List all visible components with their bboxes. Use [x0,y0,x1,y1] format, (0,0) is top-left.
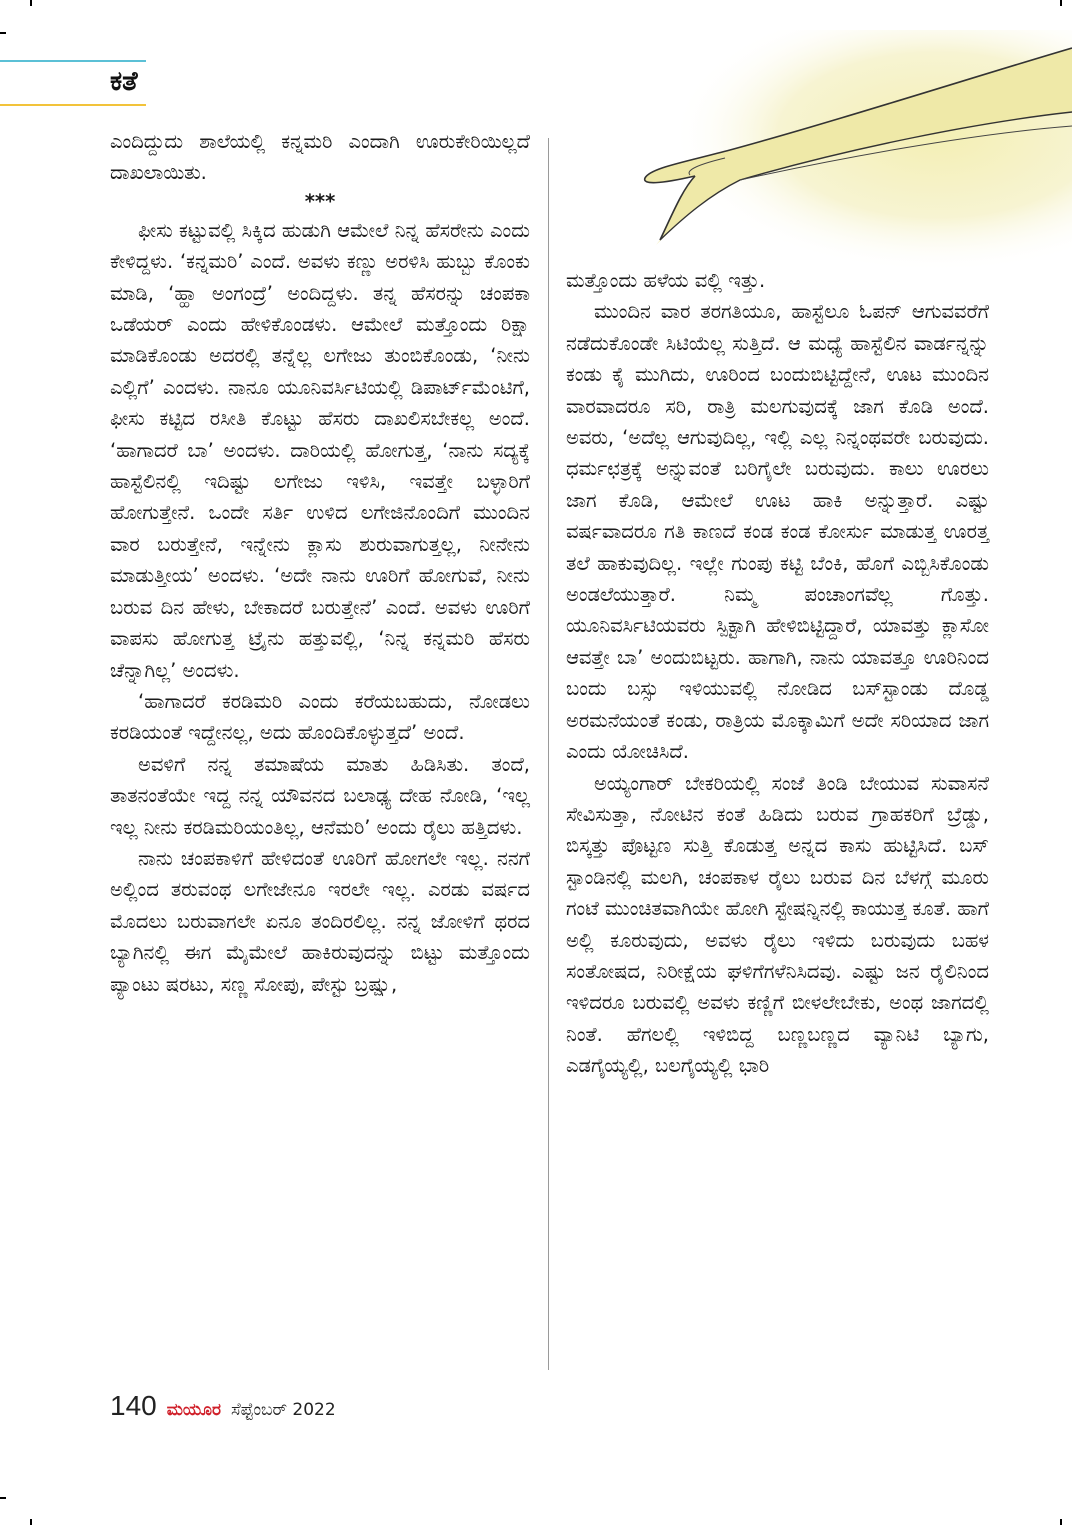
issue-date: ಸೆಪ್ಟೆಂಬರ್ 2022 [230,1400,336,1420]
crop-mark [1060,0,1062,6]
section-label: ಕತೆ [110,66,138,97]
crop-mark [0,1497,6,1499]
paragraph: ಅವಳಿಗೆ ನನ್ನ ತಮಾಷೆಯ ಮಾತು ಹಿಡಿಸಿತು. ತಂದೆ, ತಾತನಂತೆಯೇ ಇದ್ದ ನನ್ನ ಯೌವನದ ಬಲಾಢ್ಯ ದೇಹ ನೋಡಿ, ‘ಇಲ್ಲ ಇಲ್ಲ ನೀನು ಕರಡಿಮರಿಯಂತಿಲ್ಲ, ಆನೆಮರಿ’ ಅಂದು ರೈಲು ಹತ್ತಿದಳು. [110,752,530,839]
section-rule-bottom [0,104,146,106]
page-footer [110,1390,336,1430]
crop-mark [0,32,6,34]
column-divider [548,138,549,1370]
paragraph: ನಾನು ಚಂಪಕಾಳಿಗೆ ಹೇಳಿದಂತೆ ಊರಿಗೆ ಹೋಗಲೇ ಇಲ್ಲ. ನನಗೆ ಅಲ್ಲಿಂದ ತರುವಂಥ ಲಗೇಜೇನೂ ಇರಲೇ ಇಲ್ಲ. ಎರಡು ವರ್ಷದ ಮೊದಲು ಬರುವಾಗಲೇ ಏನೂ ತಂದಿರಲಿಲ್ಲ. ನನ್ನ ಜೋಳಿಗೆ ಥರದ ಬ್ಯಾಗಿನಲ್ಲಿ ಈಗ ಮೈಮೇಲೆ ಹಾಕಿರುವುದನ್ನು ಬಿಟ್ಟು ಮತ್ತೊಂದು ಪ್ಯಾಂಟು ಷರಟು, ಸಣ್ಣ ಸೋಪು, ಪೇಸ್ಟು ಬ್ರಷ್ಷು, [110,846,530,996]
paragraph: ಫೀಸು ಕಟ್ಟುವಲ್ಲಿ ಸಿಕ್ಕಿದ ಹುಡುಗಿ ಆಮೇಲೆ ನಿನ್ನ ಹೆಸರೇನು ಎಂದು ಕೇಳಿದ್ದಳು. ‘ಕನ್ನಮರಿ’ ಎಂದೆ. ಅವಳು ಕಣ್ಣು ಅರಳಿಸಿ ಹುಬ್ಬು ಕೊಂಕು ಮಾಡಿ, ‘ಹ್ಹಾ ಅಂಗಂದ್ರೆ’ ಅಂದಿದ್ದಳು. ತನ್ನ ಹೆಸರನ್ನು ಚಂಪಕಾ ಒಡೆಯರ್ ಎಂದು ಹೇಳಿಕೊಂಡಳು. ಆಮೇಲೆ ಮತ್ತೊಂದು ರಿಕ್ಷಾ ಮಾಡಿಕೊಂಡು ಅದರಲ್ಲಿ ತನ್ನೆಲ್ಲ ಲಗೇಜು ತುಂಬಿಕೊಂಡು, ‘ನೀನು ಎಲ್ಲಿಗೆ’ ಎಂದಳು. ನಾನೂ ಯೂನಿವರ್ಸಿಟಿಯಲ್ಲಿ ಡಿಪಾರ್ಟ್‌ಮೆಂಟಿಗೆ, ಫೀಸು ಕಟ್ಟಿದ ರಸೀತಿ ಕೊಟ್ಟು ಹೆಸರು ದಾಖಲಿಸಬೇಕಲ್ಲ ಅಂದೆ. ‘ಹಾಗಾದರೆ ಬಾ’ ಅಂದಳು. ದಾರಿಯಲ್ಲಿ ಹೋಗುತ್ತ, ‘ನಾನು ಸದ್ಯಕ್ಕೆ ಹಾಸ್ಟೆಲಿನಲ್ಲಿ ಇದಿಷ್ಟು ಲಗೇಜು ಇಳಿಸಿ, ಇವತ್ತೇ ಬಳ್ಳಾರಿಗೆ ಹೋಗುತ್ತೇನೆ. ಒಂದೇ ಸರ್ತಿ ಉಳಿದ ಲಗೇಜಿನೊಂದಿಗೆ ಮುಂದಿನ ವಾರ ಬರುತ್ತೇನೆ, ಇನ್ನೇನು ಕ್ಲಾಸು ಶುರುವಾಗುತ್ತಲ್ಲ, ನೀನೇನು ಮಾಡುತ್ತೀಯ’ ಅಂದಳು. ‘ಅದೇ ನಾನು ಊರಿಗೆ ಹೋಗುವೆ, ನೀನು ಬರುವ ದಿನ ಹೇಳು, ಬೇಕಾದರೆ ಬರುತ್ತೇನೆ’ ಎಂದೆ. ಅವಳು ಊರಿಗೆ ವಾಪಸು ಹೋಗುತ್ತ ಟ್ರೈನು ಹತ್ತುವಲ್ಲಿ, ‘ನಿನ್ನ ಕನ್ನಮರಿ ಹೆಸರು ಚೆನ್ನಾಗಿಲ್ಲ’ ಅಂದಳು. [110,218,530,682]
paragraph: ಮುಂದಿನ ವಾರ ತರಗತಿಯೂ, ಹಾಸ್ಟೆಲೂ ಓಪನ್ ಆಗುವವರೆಗೆ ನಡೆದುಕೊಂಡೇ ಸಿಟಿಯೆಲ್ಲ ಸುತ್ತಿದೆ. ಆ ಮಧ್ಯೆ ಹಾಸ್ಟೆಲಿನ ವಾರ್ಡನ್ನನ್ನು ಕಂಡು ಕೈ ಮುಗಿದು, ಊರಿಂದ ಬಂದುಬಿಟ್ಟಿದ್ದೇನೆ, ಊಟ ಮುಂದಿನ ವಾರವಾದರೂ ಸರಿ, ರಾತ್ರಿ ಮಲಗುವುದಕ್ಕೆ ಜಾಗ ಕೊಡಿ ಅಂದೆ. ಅವರು, ‘ಅದೆಲ್ಲ ಆಗುವುದಿಲ್ಲ, ಇಲ್ಲಿ ಎಲ್ಲ ನಿನ್ನಂಥವರೇ ಬರುವುದು. ಧರ್ಮಛತ್ರಕ್ಕೆ ಅನ್ನುವಂತೆ ಬರಿಗೈಲೇ ಬರುವುದು. ಕಾಲು ಊರಲು ಜಾಗ ಕೊಡಿ, ಆಮೇಲೆ ಊಟ ಹಾಕಿ ಅನ್ನುತ್ತಾರೆ. ಎಷ್ಟು ವರ್ಷವಾದರೂ ಗತಿ ಕಾಣದೆ ಕಂಡ ಕಂಡ ಕೋರ್ಸು ಮಾಡುತ್ತ ಊರತ್ತ ತಲೆ ಹಾಕುವುದಿಲ್ಲ. ಇಲ್ಲೇ ಗುಂಪು ಕಟ್ಟಿ ಬೆಂಕಿ, ಹೊಗೆ ಎಬ್ಬಿಸಿಕೊಂಡು ಅಂಡಲೆಯುತ್ತಾರೆ. ನಿಮ್ಮ ಪಂಚಾಂಗವೆಲ್ಲ ಗೊತ್ತು. ಯೂನಿವರ್ಸಿಟಿಯವರು ಸ್ಪಿಕ್ಟಾಗಿ ಹೇಳಿಬಿಟ್ಟಿದ್ದಾರೆ, ಯಾವತ್ತು ಕ್ಲಾಸೋ ಆವತ್ತೇ ಬಾ’ ಅಂದುಬಿಟ್ಟರು. ಹಾಗಾಗಿ, ನಾನು ಯಾವತ್ತೂ ಊರಿನಿಂದ ಬಂದು ಬಸ್ಸು ಇಳಿಯುವಲ್ಲಿ ನೋಡಿದ ಬಸ್‌ಸ್ಟಾಂಡು ದೊಡ್ಡ ಅರಮನೆಯಂತೆ ಕಂಡು, ರಾತ್ರಿಯ ಮೊಕ್ಕಾಮಿಗೆ ಅದೇ ಸರಿಯಾದ ಜಾಗ ಎಂದು ಯೋಚಿಸಿದೆ. [566,300,989,764]
paragraph: ‘ಹಾಗಾದರೆ ಕರಡಿಮರಿ ಎಂದು ಕರೆಯಬಹುದು, ನೋಡಲು ಕರಡಿಯಂತೆ ಇದ್ದೇನಲ್ಲ, ಅದು ಹೊಂದಿಕೊಳ್ಳುತ್ತದೆ’ ಅಂದೆ. [110,689,530,745]
left-column [110,126,530,1000]
lead-paragraph: ಮತ್ತೊಂದು ಹಳೆಯ ವಲ್ಲಿ ಇತ್ತು. [566,269,766,292]
right-column [566,265,989,1082]
crop-mark [30,0,32,6]
paragraph: ಅಯ್ಯಂಗಾರ್ ಬೇಕರಿಯಲ್ಲಿ ಸಂಜೆ ತಿಂಡಿ ಬೇಯುವ ಸುವಾಸನೆ ಸೇವಿಸುತ್ತಾ, ನೋಟಿನ ಕಂತೆ ಹಿಡಿದು ಬರುವ ಗ್ರಾಹಕರಿಗೆ ಬ್ರೆಡ್ಡು, ಬಿಸ್ಕತ್ತು ಪೊಟ್ಟಣ ಸುತ್ತಿ ಕೊಡುತ್ತ ಅನ್ನದ ಕಾಸು ಹುಟ್ಟಿಸಿದೆ. ಬಸ್ ಸ್ಟಾಂಡಿನಲ್ಲಿ ಮಲಗಿ, ಚಂಪಕಾಳ ರೈಲು ಬರುವ ದಿನ ಬೆಳಗ್ಗೆ ಮೂರು ಗಂಟೆ ಮುಂಚಿತವಾಗಿಯೇ ಹೋಗಿ ಸ್ಟೇಷನ್ನಿನಲ್ಲಿ ಕಾಯುತ್ತ ಕೂತೆ. ಹಾಗೆ ಅಲ್ಲಿ ಕೂರುವುದು, ಅವಳು ರೈಲು ಇಳಿದು ಬರುವುದು ಬಹಳ ಸಂತೋಷದ, ನಿರೀಕ್ಷೆಯ ಘಳಿಗೆಗಳೆನಿಸಿದವು. ಎಷ್ಟು ಜನ ರೈಲಿನಿಂದ ಇಳಿದರೂ ಬರುವಲ್ಲಿ ಅವಳು ಕಣ್ಣಿಗೆ ಬೀಳಲೇಬೇಕು, ಅಂಥ ಜಾಗದಲ್ಲಿ ನಿಂತೆ. ಹೆಗಲಲ್ಲಿ ಇಳಿಬಿದ್ದ ಬಣ್ಣಬಣ್ಣದ ವ್ಯಾನಿಟಿ ಬ್ಯಾಗು, ಎಡಗೈಯ್ಯಲ್ಲಿ, ಬಲಗೈಯ್ಯಲ್ಲಿ ಭಾರಿ [566,771,989,1078]
section-rule-top [0,60,146,62]
crop-mark [30,1519,32,1525]
page-number: 140 [110,1390,157,1421]
magazine-name: ಮಯೂರ [166,1400,221,1420]
hand-illustration [590,30,1072,280]
section-separator: *** [304,189,336,213]
crop-mark [1060,1519,1062,1525]
lead-paragraph: ಎಂದಿದ್ದುದು ಶಾಲೆಯಲ್ಲಿ ಕನ್ನಮರಿ ಎಂದಾಗಿ ಊರುಕೇರಿಯಿಲ್ಲದೆ ದಾಖಲಾಯಿತು. [110,130,530,185]
